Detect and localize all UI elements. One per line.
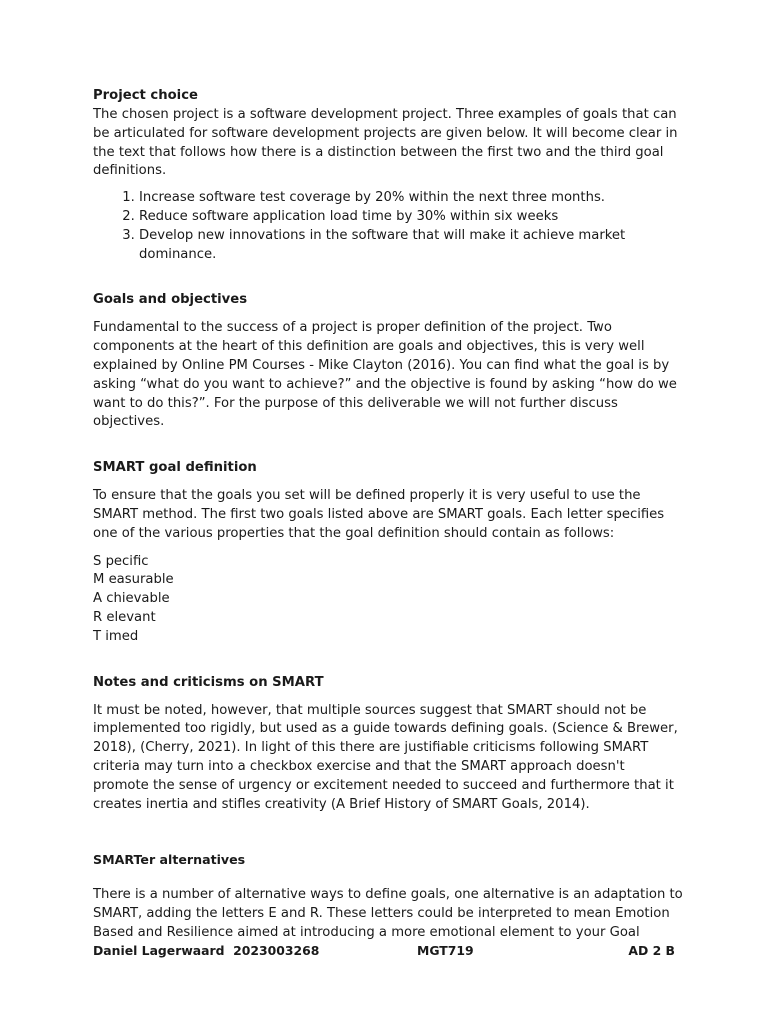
- page-footer: [93, 943, 675, 958]
- list-item: R elevant: [93, 609, 156, 625]
- list-item: S pecific: [93, 553, 149, 569]
- document-body: [93, 86, 683, 943]
- footer-author: Daniel Lagerwaard 2023003268: [93, 943, 320, 958]
- project-choice-intro: The chosen project is a software development project. Three examples of goals that can be articulated for software development projects are given below. It will become clear in the text that follows how there is a distinction between the first two and the third goal definitions.: [93, 107, 678, 179]
- list-item: M easurable: [93, 572, 174, 588]
- goals-list: [93, 189, 683, 264]
- list-item: 1. Increase software test coverage by 20% within the next three months.: [139, 189, 683, 208]
- criticisms-body: It must be noted, however, that multiple sources suggest that SMART should not be implemented too rigidly, but used as a guide towards defining goals. (Science & Brewer, 2018), (Cherry, 2021). In light of this there are justifiable criticisms following SMART criteria may turn into a checkbox exercise and that the SMART approach doesn't promote the sense of urgency or excitement needed to succeed and furthermore that it creates inertia and stifles creativity (A Brief History of SMART Goals, 2014).: [93, 702, 678, 812]
- list-item: A chievable: [93, 591, 170, 607]
- section-heading-criticisms: Notes and criticisms on SMART: [93, 674, 324, 690]
- list-item: T imed: [93, 628, 139, 644]
- section-heading-goals-objectives: Goals and objectives: [93, 292, 248, 308]
- section-heading-project-choice: Project choice: [93, 88, 198, 103]
- section-heading-smart-definition: SMART goal definition: [93, 460, 257, 476]
- footer-code: AD 2 B: [628, 943, 675, 958]
- section-heading-alternatives: SMARTer alternatives: [93, 852, 246, 868]
- smart-letters-list: [93, 553, 683, 647]
- goals-objectives-body: Fundamental to the success of a project is proper definition of the project. Two components at the heart of this definition are goals and objectives, this is very well explained by Online PM Courses - Mike Clayton (2016). You can find what the goal is by asking “what do you want to achieve?” and the objective is found by asking “how do we want to do this?”. For the purpose of this deliverable we will not further discuss objectives.: [93, 320, 677, 430]
- list-item: 3. Develop new innovations in the software that will make it achieve market dominance.: [139, 227, 683, 265]
- alternatives-body: There is a number of alternative ways to define goals, one alternative is an adaptation to SMART, adding the letters E and R. These letters could be interpreted to mean Emotion Based and Resilience aimed at introducing a more emotional element to your Goal: [93, 887, 683, 940]
- smart-definition-body: To ensure that the goals you set will be defined properly it is very useful to use the SMART method. The first two goals listed above are SMART goals. Each letter specifies one of the various properties that the goal definition should contain as follows:: [93, 488, 665, 541]
- list-item: 2. Reduce software application load time by 30% within six weeks: [139, 208, 683, 227]
- footer-course: MGT719: [417, 943, 474, 958]
